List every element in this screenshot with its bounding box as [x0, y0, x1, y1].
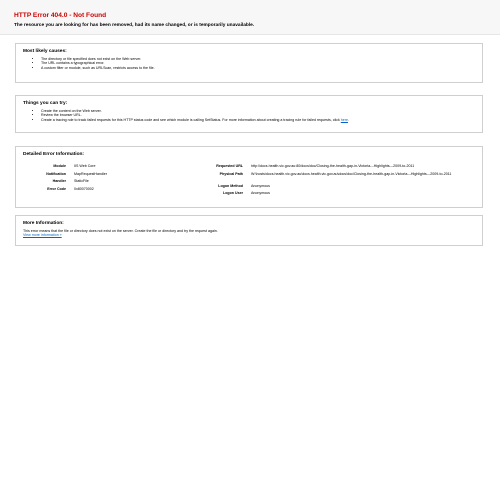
list-item: • Create the content on the Web server.: [41, 109, 475, 113]
things-to-try-panel: [15, 95, 483, 133]
detail-value: Anonymous: [251, 184, 270, 188]
list-item: [41, 118, 475, 122]
detail-label: Notification: [46, 172, 66, 176]
detail-label: Logon User: [223, 191, 243, 195]
list-item: • The directory or file specified does not exist on the Web server.: [41, 57, 475, 61]
error-header: [0, 0, 500, 35]
link-suffix: .: [347, 117, 349, 122]
detail-value: MapRequestHandler: [74, 172, 107, 176]
detail-value: http://docs.health.vic.gov.au:80/docs/doc/Closing-the-health-gap-in-Victoria---Highlights---2009-to-2011: [251, 164, 415, 168]
detail-value: W:\hosts\docs.health.vic.gov.au\docs.health.vic.gov.au\docs\doc\Closing-the-health-gap-in-Victoria---Highlights---2009-to-2011: [251, 172, 452, 176]
list-item: • The URL contains a typographical error.: [41, 61, 475, 65]
details-heading: Detailed Error Information:: [23, 152, 85, 157]
causes-panel: [15, 43, 483, 83]
detail-label: Physical Path: [219, 172, 243, 176]
tracing-rule-text: Create a tracing rule to track failed requests for this HTTP status code and see which module is calling SetStatus. For more information about creating a tracing rule for failed requests, click: [41, 117, 340, 122]
try-list: [23, 109, 475, 122]
detail-label: Module: [53, 164, 66, 168]
view-more-information-link[interactable]: View more information »: [23, 233, 62, 238]
detail-label: Requested URL: [216, 164, 243, 168]
detail-label: Error Code: [47, 187, 66, 191]
error-title: HTTP Error 404.0 - Not Found: [14, 12, 107, 19]
more-text: This error means that the file or directory does not exist on the server. Create the file or directory and try the request again.: [23, 229, 218, 233]
causes-heading: Most likely causes:: [23, 49, 67, 54]
detail-value: 0x80070002: [74, 187, 94, 191]
detail-label: Handler: [52, 179, 66, 183]
detail-value: Anonymous: [251, 191, 270, 195]
causes-list: [23, 57, 475, 70]
try-heading: Things you can try:: [23, 101, 68, 106]
list-item: • A custom filter or module, such as URLScan, restricts access to the file.: [41, 66, 475, 70]
detail-value: IIS Web Core: [74, 164, 96, 168]
detail-value: StaticFile: [74, 179, 89, 183]
list-item: • Review the browser URL.: [41, 113, 475, 117]
here-link[interactable]: here: [340, 117, 348, 122]
error-subtitle: The resource you are looking for has been removed, had its name changed, or is temporarily unavailable.: [14, 23, 255, 28]
more-link-row: [23, 233, 475, 237]
more-information-panel: [15, 215, 483, 246]
detailed-error-panel: [15, 146, 483, 208]
more-heading: More Information:: [23, 221, 64, 226]
detail-label: Logon Method: [218, 184, 243, 188]
